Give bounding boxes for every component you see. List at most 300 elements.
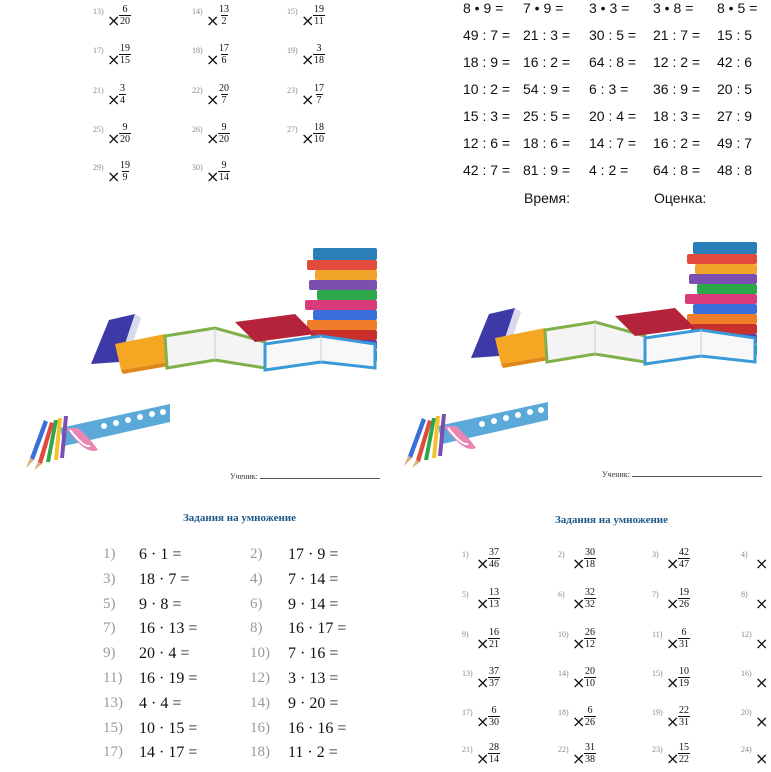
times-sign: × [666, 673, 680, 692]
division-table-cell: 64 : 8 = [589, 54, 637, 70]
fraction-denominator: 20 [219, 134, 229, 145]
fraction-problem [652, 587, 742, 617]
fraction [119, 4, 131, 27]
fraction-problem [652, 705, 742, 735]
division-table-cell: 10 : 2 = [463, 81, 511, 97]
fraction-problem [741, 547, 771, 577]
fraction-denominator: 14 [219, 172, 229, 183]
fraction-numerator: 37 [489, 666, 499, 677]
fraction [584, 742, 596, 765]
problem-number: 14) [192, 7, 203, 16]
fraction [218, 43, 230, 66]
fraction-problem [287, 122, 377, 152]
fraction-numerator: 6 [587, 705, 593, 716]
times-sign: × [107, 11, 121, 30]
pencils-ruler-illustration-right [398, 396, 550, 474]
problem-number: 12) [250, 670, 270, 686]
fraction-denominator: 12 [585, 639, 595, 650]
times-sign: × [107, 167, 121, 186]
books-illustration-right [462, 238, 762, 370]
fraction [488, 627, 500, 650]
worksheet-title-left: Задания на умножение [183, 512, 297, 524]
problem-number: 23) [652, 745, 663, 754]
times-sign: × [572, 594, 586, 613]
times-sign: × [476, 634, 490, 653]
fraction-problem [93, 4, 183, 34]
division-table-cell: 21 : 3 = [523, 27, 571, 43]
problem-number: 10) [250, 645, 270, 662]
division-table-cell: 4 : 2 = [589, 162, 629, 178]
student-name-line[interactable] [260, 478, 380, 479]
times-sign: × [206, 50, 220, 69]
fraction [119, 83, 126, 106]
student-field-right [602, 470, 762, 479]
fraction [218, 4, 230, 27]
division-table-row [463, 162, 771, 189]
fraction-denominator: 37 [489, 678, 499, 689]
fraction-denominator: 31 [679, 639, 689, 650]
problem-number: 13) [462, 669, 473, 678]
multiplication-expression: 3 · 13 = [288, 670, 339, 687]
fraction [218, 83, 230, 106]
times-sign: × [301, 129, 315, 148]
problem-number: 17) [93, 46, 104, 55]
fraction [678, 666, 690, 689]
times-sign: × [301, 90, 315, 109]
division-table-cell: 6 : 3 = [589, 81, 629, 97]
division-table-cell: 3 • 3 = [589, 0, 630, 16]
division-table-cell: 18 : 3 = [653, 108, 701, 124]
fraction-denominator: 19 [679, 678, 689, 689]
problem-number: 9) [103, 645, 116, 662]
fraction-problem [462, 587, 552, 617]
fraction [584, 547, 596, 570]
fraction-numerator: 13 [219, 4, 229, 15]
division-table-cell: 7 • 9 = [523, 0, 564, 16]
fraction-numerator: 9 [221, 160, 227, 171]
pencils-ruler-illustration-left [20, 398, 172, 476]
fraction-denominator: 18 [314, 55, 324, 66]
fraction [218, 160, 230, 183]
problem-number: 1) [103, 546, 116, 562]
fraction [488, 705, 500, 728]
times-sign: × [206, 90, 220, 109]
problem-number: 15) [103, 719, 123, 736]
multiplication-expression: 9 · 14 = [288, 595, 339, 613]
fraction-numerator: 3 [120, 83, 125, 94]
times-sign: × [572, 712, 586, 731]
division-table-row [463, 54, 771, 81]
multiplication-expression: 7 · 16 = [288, 645, 339, 663]
fraction-denominator: 26 [585, 717, 595, 728]
fraction-numerator: 28 [489, 742, 499, 753]
division-table [463, 0, 771, 185]
fraction-problem [741, 666, 771, 696]
division-table-row [463, 135, 771, 162]
times-sign: × [755, 712, 769, 731]
division-table-cell: 8 • 5 = [717, 0, 758, 16]
fraction [678, 705, 690, 728]
problem-number: 10) [558, 630, 569, 639]
problem-number: 23) [287, 86, 298, 95]
fraction-problem [287, 83, 377, 113]
times-sign: × [666, 712, 680, 731]
fraction-denominator: 46 [489, 559, 499, 570]
problem-number: 18) [250, 744, 270, 761]
student-field-left [230, 472, 380, 481]
fraction-problem [652, 666, 742, 696]
fraction-numerator: 18 [314, 122, 324, 133]
division-table-cell: 15 : 3 = [463, 108, 511, 124]
division-table-cell: 18 : 9 = [463, 54, 511, 70]
fraction-denominator: 11 [314, 16, 324, 27]
times-sign: × [206, 11, 220, 30]
multiplication-expression: 9 · 8 = [139, 595, 182, 613]
fraction-problem [192, 122, 282, 152]
problem-number: 3) [103, 570, 116, 587]
fraction-problem [558, 547, 648, 577]
fraction-numerator: 9 [221, 122, 227, 133]
fraction [488, 742, 500, 765]
fraction-problem [652, 547, 742, 577]
division-table-cell: 49 : 7 = [463, 27, 511, 43]
fraction-numerator: 17 [314, 83, 324, 94]
multiplication-expression: 16 · 16 = [288, 719, 347, 737]
multiplication-expression: 20 · 4 = [139, 645, 190, 663]
problem-number: 8) [250, 620, 263, 637]
times-sign: × [476, 712, 490, 731]
fraction-numerator: 26 [585, 627, 595, 638]
worksheet-title-right: Задания на умножение [555, 514, 669, 526]
fraction-numerator: 42 [679, 547, 689, 558]
fraction [584, 587, 596, 610]
times-sign: × [206, 167, 220, 186]
fraction-problem [93, 160, 183, 190]
fraction-problem [462, 666, 552, 696]
problem-number: 21) [93, 86, 104, 95]
fraction-numerator: 6 [681, 627, 687, 638]
times-sign: × [107, 90, 121, 109]
division-table-cell: 25 : 5 = [523, 108, 571, 124]
fraction [488, 547, 500, 570]
fraction-denominator: 13 [489, 599, 499, 610]
fraction-problem [558, 705, 648, 735]
division-table-cell: 12 : 2 = [653, 54, 701, 70]
fraction-problem [558, 627, 648, 657]
fraction-problem [462, 705, 552, 735]
fraction-problem [192, 4, 282, 34]
fraction [119, 160, 131, 183]
problem-number: 11) [652, 630, 663, 639]
problem-number: 14) [558, 669, 569, 678]
problem-number: 13) [93, 7, 104, 16]
multiplication-expression: 7 · 14 = [288, 570, 339, 588]
division-table-cell: 36 : 9 = [653, 81, 701, 97]
fraction [678, 742, 690, 765]
problem-number: 9) [462, 630, 469, 639]
division-table-cell: 30 : 5 = [589, 27, 637, 43]
fraction [678, 587, 690, 610]
fraction-denominator: 18 [585, 559, 595, 570]
problem-number: 26) [192, 125, 203, 134]
fraction-denominator: 4 [120, 95, 125, 106]
multiplication-expression: 14 · 17 = [139, 744, 198, 762]
times-sign: × [572, 634, 586, 653]
fraction-problem [462, 627, 552, 657]
problem-number: 7) [652, 590, 659, 599]
times-sign: × [666, 749, 680, 768]
fraction-numerator: 20 [585, 666, 595, 677]
division-table-cell: 81 : 9 = [523, 162, 571, 178]
division-table-cell: 42 : 6 [717, 54, 753, 70]
division-table-row [463, 81, 771, 108]
fraction-denominator: 38 [585, 754, 595, 765]
times-sign: × [755, 554, 769, 573]
fraction-problem [558, 666, 648, 696]
fraction-problem [287, 4, 377, 34]
fraction [313, 83, 325, 106]
fraction-denominator: 32 [585, 599, 595, 610]
division-table-cell: 48 : 8 [717, 162, 753, 178]
fraction-problem [558, 742, 648, 772]
multiplication-expression: 11 · 2 = [288, 744, 338, 762]
problem-number: 18) [558, 708, 569, 717]
fraction [119, 43, 131, 66]
fraction-denominator: 30 [489, 717, 499, 728]
problem-number: 19) [287, 46, 298, 55]
times-sign: × [572, 673, 586, 692]
division-table-cell: 42 : 7 = [463, 162, 511, 178]
division-table-cell: 64 : 8 = [653, 162, 701, 178]
fraction [584, 705, 596, 728]
problem-number: 6) [250, 595, 263, 612]
problem-number: 12) [741, 630, 752, 639]
fraction-problem [462, 742, 552, 772]
problem-number: 7) [103, 620, 116, 637]
problem-number: 15) [652, 669, 663, 678]
problem-number: 27) [287, 125, 298, 134]
fraction-problem [192, 83, 282, 113]
times-sign: × [301, 11, 315, 30]
grade-label: Оценка: [654, 190, 707, 206]
division-table-cell: 15 : 5 [717, 27, 753, 43]
fraction-denominator: 20 [120, 134, 130, 145]
division-table-cell: 14 : 7 = [589, 135, 637, 151]
problem-number: 24) [741, 745, 752, 754]
books-illustration-left [85, 244, 379, 376]
times-sign: × [572, 554, 586, 573]
fraction-numerator: 16 [489, 627, 499, 638]
division-table-cell: 3 • 8 = [653, 0, 694, 16]
student-label: Ученик: [602, 470, 630, 479]
problem-number: 16) [741, 669, 752, 678]
times-sign: × [107, 50, 121, 69]
fraction-denominator: 10 [585, 678, 595, 689]
fraction [488, 587, 500, 610]
division-table-cell: 18 : 6 = [523, 135, 571, 151]
fraction [119, 122, 131, 145]
problem-number: 29) [93, 163, 104, 172]
times-sign: × [755, 749, 769, 768]
multiplication-expression: 10 · 15 = [139, 719, 198, 737]
fraction [584, 666, 596, 689]
problem-number: 8) [741, 590, 748, 599]
fraction-numerator: 19 [314, 4, 324, 15]
fraction-problem [652, 742, 742, 772]
problem-number: 17) [103, 744, 123, 761]
time-label: Время: [524, 190, 571, 206]
problem-number: 16) [250, 719, 270, 736]
fraction [584, 627, 596, 650]
fraction-problem [741, 587, 771, 617]
times-sign: × [755, 594, 769, 613]
fraction-denominator: 22 [679, 754, 689, 765]
problem-number: 21) [462, 745, 473, 754]
student-label: Ученик: [230, 472, 258, 481]
division-table-cell: 49 : 7 [717, 135, 753, 151]
fraction-denominator: 6 [221, 55, 227, 66]
fraction-numerator: 6 [122, 4, 128, 15]
division-table-row [463, 0, 771, 27]
division-table-row [463, 108, 771, 135]
times-sign: × [206, 129, 220, 148]
problem-number: 22) [558, 745, 569, 754]
times-sign: × [476, 749, 490, 768]
fraction-problem [192, 43, 282, 73]
times-sign: × [666, 554, 680, 573]
fraction-numerator: 32 [585, 587, 595, 598]
problem-number: 5) [103, 595, 116, 612]
fraction-denominator: 7 [221, 95, 227, 106]
times-sign: × [476, 673, 490, 692]
times-sign: × [572, 749, 586, 768]
fraction [488, 666, 500, 689]
fraction-denominator: 47 [679, 559, 689, 570]
fraction-denominator: 31 [679, 717, 689, 728]
fraction-numerator: 22 [679, 705, 689, 716]
fraction [313, 4, 325, 27]
times-sign: × [476, 554, 490, 573]
division-table-cell: 27 : 9 [717, 108, 753, 124]
fraction [313, 43, 325, 66]
fraction-problem [192, 160, 282, 190]
fraction-denominator: 10 [314, 134, 324, 145]
division-table-cell: 20 : 4 = [589, 108, 637, 124]
fraction-numerator: 13 [489, 587, 499, 598]
problem-number: 30) [192, 163, 203, 172]
division-table-cell: 16 : 2 = [653, 135, 701, 151]
multiplication-expression: 9 · 20 = [288, 694, 339, 712]
problem-number: 13) [103, 694, 123, 711]
fraction-denominator: 2 [221, 16, 227, 27]
fraction-problem [558, 587, 648, 617]
multiplication-expression: 18 · 7 = [139, 570, 190, 588]
problem-number: 2) [250, 546, 263, 562]
fraction-denominator: 7 [316, 95, 322, 106]
fraction-problem [93, 43, 183, 73]
fraction-numerator: 31 [585, 742, 595, 753]
problem-number: 4) [741, 550, 748, 559]
problem-number: 14) [250, 694, 270, 711]
multiplication-expression: 16 · 13 = [139, 620, 198, 638]
problem-number: 4) [250, 570, 263, 587]
times-sign: × [107, 129, 121, 148]
fraction-numerator: 30 [585, 547, 595, 558]
problem-number: 2) [558, 550, 565, 559]
fraction-numerator: 6 [491, 705, 497, 716]
times-sign: × [755, 634, 769, 653]
fraction-problem [93, 83, 183, 113]
division-table-cell: 12 : 6 = [463, 135, 511, 151]
fraction-problem [741, 705, 771, 735]
multiplication-expression: 17 · 9 = [288, 546, 339, 563]
times-sign: × [666, 594, 680, 613]
fraction-numerator: 9 [122, 122, 128, 133]
times-sign: × [301, 50, 315, 69]
problem-number: 11) [103, 670, 123, 686]
fraction-denominator: 9 [122, 172, 128, 183]
fraction-numerator: 19 [679, 587, 689, 598]
times-sign: × [666, 634, 680, 653]
fraction-numerator: 17 [219, 43, 229, 54]
times-sign: × [755, 673, 769, 692]
fraction-problem [93, 122, 183, 152]
division-table-cell: 20 : 5 [717, 81, 753, 97]
problem-number: 20) [741, 708, 752, 717]
fraction-numerator: 37 [489, 547, 499, 558]
division-table-cell: 54 : 9 = [523, 81, 571, 97]
problem-number: 6) [558, 590, 565, 599]
fraction-numerator: 3 [316, 43, 322, 54]
fraction [218, 122, 230, 145]
fraction-problem [462, 547, 552, 577]
problem-number: 5) [462, 590, 469, 599]
fraction-problem [741, 627, 771, 657]
problem-number: 1) [462, 550, 469, 559]
fraction-numerator: 19 [120, 160, 130, 171]
fraction-numerator: 19 [120, 43, 130, 54]
multiplication-expression: 6 · 1 = [139, 546, 182, 563]
fraction-denominator: 14 [489, 754, 499, 765]
fraction [313, 122, 325, 145]
multiplication-expression: 16 · 19 = [139, 670, 198, 687]
fraction [678, 547, 690, 570]
fraction-numerator: 10 [679, 666, 689, 677]
fraction-problem [652, 627, 742, 657]
fraction-numerator: 20 [219, 83, 229, 94]
problem-number: 3) [652, 550, 659, 559]
problem-number: 19) [652, 708, 663, 717]
problem-number: 18) [192, 46, 203, 55]
multiplication-expression: 16 · 17 = [288, 620, 347, 638]
times-sign: × [476, 594, 490, 613]
division-table-cell: 8 • 9 = [463, 0, 504, 16]
division-table-cell: 21 : 7 = [653, 27, 701, 43]
fraction-problem [287, 43, 377, 73]
problem-number: 22) [192, 86, 203, 95]
problem-number: 25) [93, 125, 104, 134]
problem-number: 17) [462, 708, 473, 717]
fraction-problem [741, 742, 771, 772]
fraction-denominator: 20 [120, 16, 130, 27]
student-name-line[interactable] [632, 476, 762, 477]
fraction-denominator: 15 [120, 55, 130, 66]
division-table-row [463, 27, 771, 54]
fraction-numerator: 15 [679, 742, 689, 753]
fraction-denominator: 21 [489, 639, 499, 650]
multiplication-expression: 4 · 4 = [139, 694, 182, 712]
division-table-cell: 16 : 2 = [523, 54, 571, 70]
